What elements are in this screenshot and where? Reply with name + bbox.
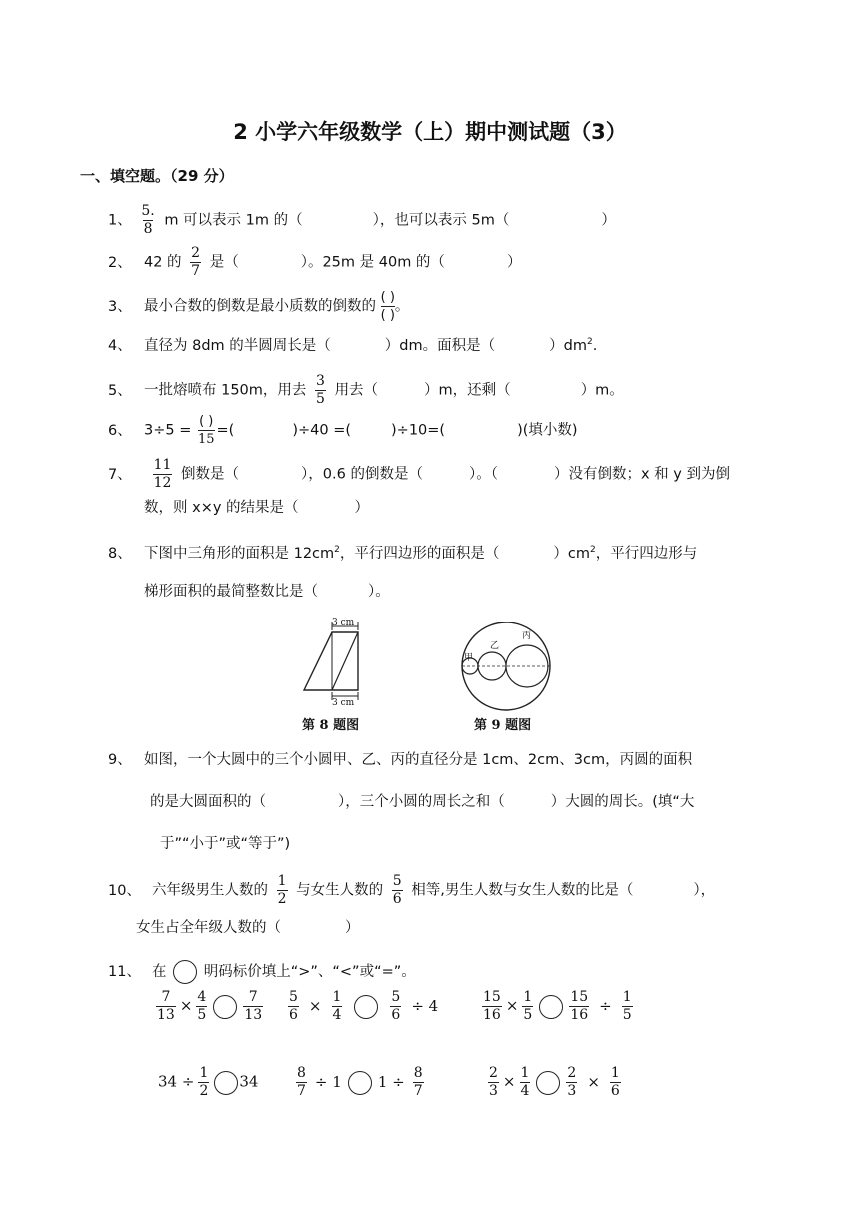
question-text: ×	[308, 996, 322, 1015]
fraction	[315, 374, 326, 407]
compare-item-6	[484, 1066, 625, 1099]
question-text: ），也可以表示 5m（	[372, 212, 510, 229]
fraction-denominator: 2	[277, 891, 287, 907]
question-text: ），三个小圆的周长之和（	[338, 794, 505, 810]
fraction-denominator: 15	[197, 432, 215, 447]
compare-circle-example	[173, 960, 197, 984]
compare-item-4	[158, 1066, 258, 1099]
fraction	[277, 874, 288, 907]
fraction-numerator: 1	[277, 873, 287, 889]
fraction-numerator: 1	[199, 1065, 209, 1081]
question-text: ）	[601, 212, 616, 229]
compare-item-1	[152, 990, 267, 1023]
question-text: ）。25m 是 40m 的（	[300, 254, 445, 271]
question-text: ÷	[599, 996, 612, 1015]
fraction	[413, 1066, 424, 1099]
question-text: )÷40 =(	[292, 422, 352, 439]
compare-item-2	[284, 990, 438, 1023]
question-text: 3÷5 =	[144, 422, 192, 439]
compare-circle[interactable]	[214, 1071, 238, 1095]
fraction	[610, 1066, 621, 1099]
question-text: )÷10=(	[391, 422, 446, 439]
question-text: ×	[587, 1072, 600, 1091]
fraction-denominator: 13	[244, 1007, 263, 1023]
fraction	[482, 990, 502, 1023]
question-text: 34 ÷	[158, 1072, 195, 1091]
question-text: ）cm	[553, 545, 590, 562]
question-number: 1、	[108, 212, 132, 229]
fraction-denominator: 6	[289, 1007, 298, 1023]
fraction	[296, 1066, 307, 1099]
question-text: ）dm。面积是（	[384, 337, 496, 354]
fraction-denominator: 5	[523, 1007, 533, 1023]
fraction-numerator: 8	[297, 1065, 306, 1081]
question-text: 34	[239, 1072, 259, 1091]
compare-circle[interactable]	[354, 995, 378, 1019]
question-11	[108, 960, 416, 984]
fraction-numerator: 4	[197, 989, 207, 1005]
question-text: 6、	[108, 422, 132, 439]
fraction	[566, 1066, 577, 1099]
fraction	[569, 990, 589, 1023]
question-text: 。	[394, 298, 410, 315]
question-text: ×	[505, 996, 519, 1015]
figure-9-circles	[458, 622, 558, 714]
question-8-line2	[144, 582, 390, 602]
fraction-denominator: 5	[316, 391, 325, 407]
fraction-denominator: 6	[392, 891, 402, 907]
question-text: 如图，一个大圆中的三个小圆甲、乙、丙的直径分是 1cm、2cm、3cm，丙圆的面积	[144, 752, 693, 768]
question-text: ，平行四边形的面积是（	[339, 545, 500, 562]
dimension-label-bottom: 3 cm	[332, 698, 355, 708]
fraction	[243, 990, 263, 1023]
question-9-line2	[150, 792, 694, 812]
question-text: ）dm	[549, 337, 587, 354]
question-text: 5、	[108, 382, 132, 399]
question-text: ），	[693, 882, 716, 899]
compare-item-3	[478, 990, 637, 1023]
fraction-denominator: 3	[567, 1083, 577, 1099]
question-text: ×	[502, 1072, 516, 1091]
fraction-numerator: 2	[191, 245, 201, 261]
fraction-denominator: 13	[157, 1007, 175, 1023]
fraction	[153, 458, 173, 491]
question-text: 1 ÷	[377, 1072, 405, 1091]
question-text: 4、	[108, 337, 132, 354]
fraction-denominator: 3	[489, 1083, 498, 1099]
question-text: 7、	[108, 466, 132, 483]
fraction-numerator: 5	[392, 873, 402, 889]
question-text: 数，则 x×y 的结果是（	[144, 500, 299, 516]
fraction-numerator: 2	[489, 1065, 498, 1081]
compare-item-5	[292, 1066, 428, 1099]
fraction-denominator: 16	[483, 1007, 501, 1023]
fraction-denominator: 8	[143, 221, 153, 237]
fraction-denominator: 4	[520, 1083, 530, 1099]
question-10	[108, 874, 715, 907]
fraction-numerator: 1	[610, 1065, 620, 1081]
question-text: ）	[354, 500, 370, 516]
fraction	[190, 246, 201, 279]
question-text: 42 的	[144, 254, 182, 271]
question-text: ）。	[368, 584, 390, 600]
fraction	[196, 990, 207, 1023]
question-text: 2、	[108, 254, 132, 271]
fraction-denominator: 4	[332, 1007, 342, 1023]
question-text: 10、	[108, 882, 141, 899]
question-text: 直径为 8dm 的半圆周长是（	[144, 337, 331, 354]
question-9	[108, 750, 692, 770]
question-9-line3	[160, 834, 290, 854]
fraction-denominator: 5	[622, 1007, 632, 1023]
question-text: 相等,男生人数与女生人数的比是（	[411, 882, 634, 899]
question-text: 一批熔喷布 150m，用去	[144, 382, 307, 399]
section-heading: 一、填空题。（29 分）	[80, 167, 234, 185]
question-8: 8、 下图中三角形的面积是 $12cm^2$，平行四边形的面积是（ ）$cm^2$，平行四边形与	[108, 545, 698, 562]
question-text: 与女生人数的	[296, 882, 384, 899]
fraction-numerator: 5.	[141, 203, 155, 219]
fraction-numerator: 1	[520, 1065, 530, 1081]
fraction-denominator: ( )	[380, 308, 395, 323]
figure-9-caption: 第 9 题图	[474, 718, 532, 733]
question-6	[108, 414, 578, 447]
fraction	[520, 1066, 531, 1099]
fraction-numerator: 5	[289, 989, 298, 1005]
circle-label-bing: 丙	[522, 631, 532, 641]
fraction	[622, 990, 633, 1023]
question-text: )(填小数)	[517, 422, 578, 439]
question-text: 最小合数的倒数是最小质数的倒数的	[144, 298, 376, 315]
question-2	[108, 246, 521, 279]
fraction-denominator: 7	[413, 1083, 423, 1099]
fraction-numerator: 3	[316, 373, 325, 389]
question-10-line2	[136, 918, 360, 938]
compare-circle[interactable]	[213, 995, 237, 1019]
question-text: 11、	[108, 964, 141, 980]
question-text: ），0.6 的倒数是（	[301, 466, 423, 483]
compare-circle[interactable]	[536, 1071, 560, 1095]
fraction-denominator: 6	[391, 1007, 401, 1023]
question-text: ）没有倒数；x 和 y 到为倒	[553, 466, 730, 483]
fraction	[390, 990, 401, 1023]
question-5	[108, 374, 624, 407]
fraction-numerator: 5	[391, 989, 401, 1005]
question-text: ）	[345, 920, 360, 936]
fraction-numerator: 15	[570, 989, 589, 1005]
fraction	[156, 990, 176, 1023]
question-7	[108, 458, 730, 491]
question-text: 明码标价填上“>”、“<”或“=”。	[203, 964, 416, 980]
question-text: 3、	[108, 298, 132, 315]
fraction	[392, 874, 403, 907]
fraction-denominator: 12	[153, 475, 172, 491]
fraction	[140, 204, 155, 237]
question-text: ）	[506, 254, 522, 271]
fraction-numerator: 1	[622, 989, 632, 1005]
question-text: 8、	[108, 545, 132, 562]
fraction	[332, 990, 343, 1023]
question-text: 梯形面积的最简整数比是（	[144, 584, 318, 600]
fraction-numerator: 1	[523, 989, 533, 1005]
question-text: ÷ 1	[314, 1072, 342, 1091]
compare-circle[interactable]	[539, 995, 563, 1019]
fraction	[288, 990, 299, 1023]
circle-label-jia: 甲	[464, 653, 474, 663]
question-text: ）m，还剩（	[424, 382, 511, 399]
question-4: 4、 直径为 8dm 的半圆周长是（ ）dm。面积是（ ）$dm^2$.	[108, 337, 598, 354]
question-3	[108, 290, 409, 323]
fraction-numerator: 1	[332, 989, 342, 1005]
fraction	[198, 1066, 209, 1099]
question-text: ）m。	[580, 382, 624, 399]
figure-8-trapezoid	[296, 618, 376, 714]
question-text: 9、	[108, 752, 132, 768]
fraction-numerator: ( )	[380, 290, 395, 305]
figure-8-caption: 第 8 题图	[302, 718, 360, 733]
question-text: ）大圆的周长。(填“大	[550, 794, 695, 810]
fraction-denominator: 6	[610, 1083, 620, 1099]
blank-fraction[interactable]	[381, 290, 395, 323]
question-text: =(	[216, 422, 235, 439]
fraction-denominator: 7	[191, 263, 201, 279]
question-text: 用去（	[334, 382, 379, 399]
fraction-numerator: 7	[248, 989, 258, 1005]
question-text: 在	[152, 964, 167, 980]
question-text: ÷ 4	[411, 996, 439, 1015]
question-text: ×	[179, 996, 193, 1015]
question-text: 的是大圆面积的（	[150, 794, 266, 810]
question-text: 六年级男生人数的	[152, 882, 268, 899]
page-title: 2 小学六年级数学（上）期中测试题（3）	[233, 120, 627, 144]
blank-fraction[interactable]	[198, 414, 215, 447]
question-text: m 可以表示 1m 的（	[164, 212, 303, 229]
fraction	[522, 990, 533, 1023]
fraction-denominator: 7	[297, 1083, 306, 1099]
question-text: 是（	[209, 254, 239, 271]
fraction-denominator: 16	[570, 1007, 589, 1023]
fraction-denominator: 5	[197, 1007, 207, 1023]
question-text: 于”“小于”或“等于”)	[160, 836, 291, 852]
fraction-numerator: 15	[483, 989, 501, 1005]
question-text: ）。（	[468, 466, 498, 483]
fraction-numerator: 8	[413, 1065, 423, 1081]
question-1	[108, 204, 616, 237]
fraction-numerator: 2	[567, 1065, 577, 1081]
fraction-denominator: 2	[199, 1083, 209, 1099]
circle-label-yi: 乙	[490, 641, 500, 651]
dimension-label-top: 3 cm	[332, 618, 355, 628]
question-text: 下图中三角形的面积是 12cm	[144, 545, 335, 562]
fraction	[488, 1066, 499, 1099]
fraction-numerator: 11	[153, 457, 172, 473]
question-text: ，平行四边形与	[595, 545, 698, 562]
compare-circle[interactable]	[348, 1071, 372, 1095]
question-text: 女生占全年级人数的（	[136, 920, 281, 936]
question-text: .	[592, 337, 598, 354]
question-text: 倒数是（	[181, 466, 240, 483]
question-7-line2	[144, 498, 369, 518]
fraction-numerator: 7	[161, 989, 171, 1005]
fraction-numerator: ( )	[199, 414, 214, 429]
